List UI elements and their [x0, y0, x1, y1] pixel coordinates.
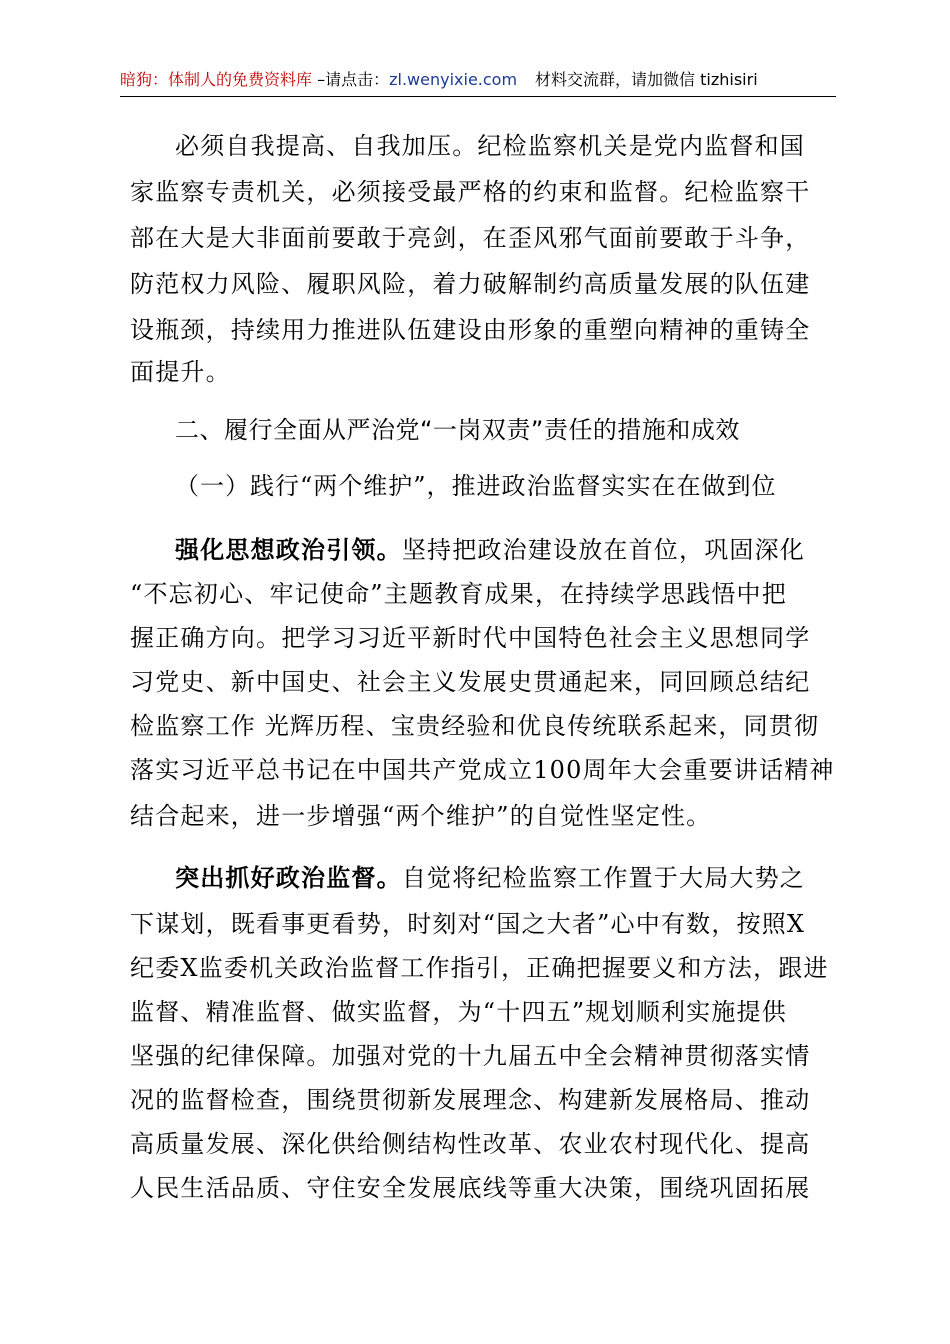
- header-site-name: 暗狗：体制人的免费资料库: [120, 70, 313, 89]
- paragraph-lead: 强化思想政治引领。: [175, 536, 402, 564]
- paragraph-line: 落实习近平总书记在中国共产党成立100周年大会重要讲话精神: [130, 756, 835, 784]
- header-wechat-note: 材料交流群，请加微信 tizhisiri: [535, 70, 758, 89]
- paragraph-line: 况的监督检查，围绕贯彻新发展理念、构建新发展格局、推动: [130, 1086, 811, 1114]
- paragraph-first-line: [175, 530, 805, 570]
- paragraph-line: “不忘初心、牢记使命”主题教育成果，在持续学思践悟中把: [130, 580, 787, 608]
- paragraph-line: 检监察工作 光辉历程、宝贵经验和优良传统联系起来，同贯彻: [130, 712, 820, 740]
- page-header: [120, 68, 836, 97]
- paragraph-lead: 突出抓好政治监督。: [175, 864, 402, 892]
- paragraph-line: 握正确方向。把学习习近平新时代中国特色社会主义思想同学: [130, 624, 811, 652]
- paragraph-line: 面提升。: [130, 358, 231, 386]
- paragraph-first-text: 坚持把政治建设放在首位，巩固深化: [401, 536, 806, 564]
- paragraph-line: 设瓶颈，持续用力推进队伍建设由形象的重塑向精神的重铸全: [130, 316, 811, 344]
- paragraph-first-line: [175, 858, 805, 898]
- paragraph-line: 纪委X监委机关政治监督工作指引，正确把握要义和方法，跟进: [130, 954, 829, 982]
- paragraph-line: 防范权力风险、履职风险，着力破解制约高质量发展的队伍建: [130, 270, 811, 298]
- paragraph-line: 坚强的纪律保障。加强对党的十九届五中全会精神贯彻落实情: [130, 1042, 811, 1070]
- header-click-hint: –请点击：: [312, 70, 390, 89]
- paragraph-first-text: 自觉将纪检监察工作置于大局大势之: [401, 864, 806, 892]
- paragraph-line: 结合起来，进一步增强“两个维护”的自觉性坚定性。: [130, 802, 712, 830]
- section-heading: 二、履行全面从严治党“一岗双责”责任的措施和成效: [175, 416, 740, 444]
- paragraph-line: 高质量发展、深化供给侧结构性改革、农业农村现代化、提高: [130, 1130, 811, 1158]
- paragraph-line: 监督、精准监督、做实监督，为“十四五”规划顺利实施提供: [130, 998, 787, 1026]
- header-url-link[interactable]: zl.wenyixie.com: [389, 70, 518, 89]
- subsection-heading: （一）践行“两个维护”，推进政治监督实实在在做到位: [175, 472, 777, 500]
- paragraph-line: 下谋划，既看事更看势，时刻对“国之大者”心中有数，按照X: [130, 910, 806, 938]
- paragraph-line: 家监察专责机关，必须接受最严格的约束和监督。纪检监察干: [130, 178, 811, 206]
- paragraph-line: 人民生活品质、守住安全发展底线等重大决策，围绕巩固拓展: [130, 1174, 811, 1202]
- paragraph-line: 习党史、新中国史、社会主义发展史贯通起来，同回顾总结纪: [130, 668, 811, 696]
- paragraph-line: 部在大是大非面前要敢于亮剑，在歪风邪气面前要敢于斗争，: [130, 224, 811, 252]
- paragraph-line: 必须自我提高、自我加压。纪检监察机关是党内监督和国: [175, 132, 805, 160]
